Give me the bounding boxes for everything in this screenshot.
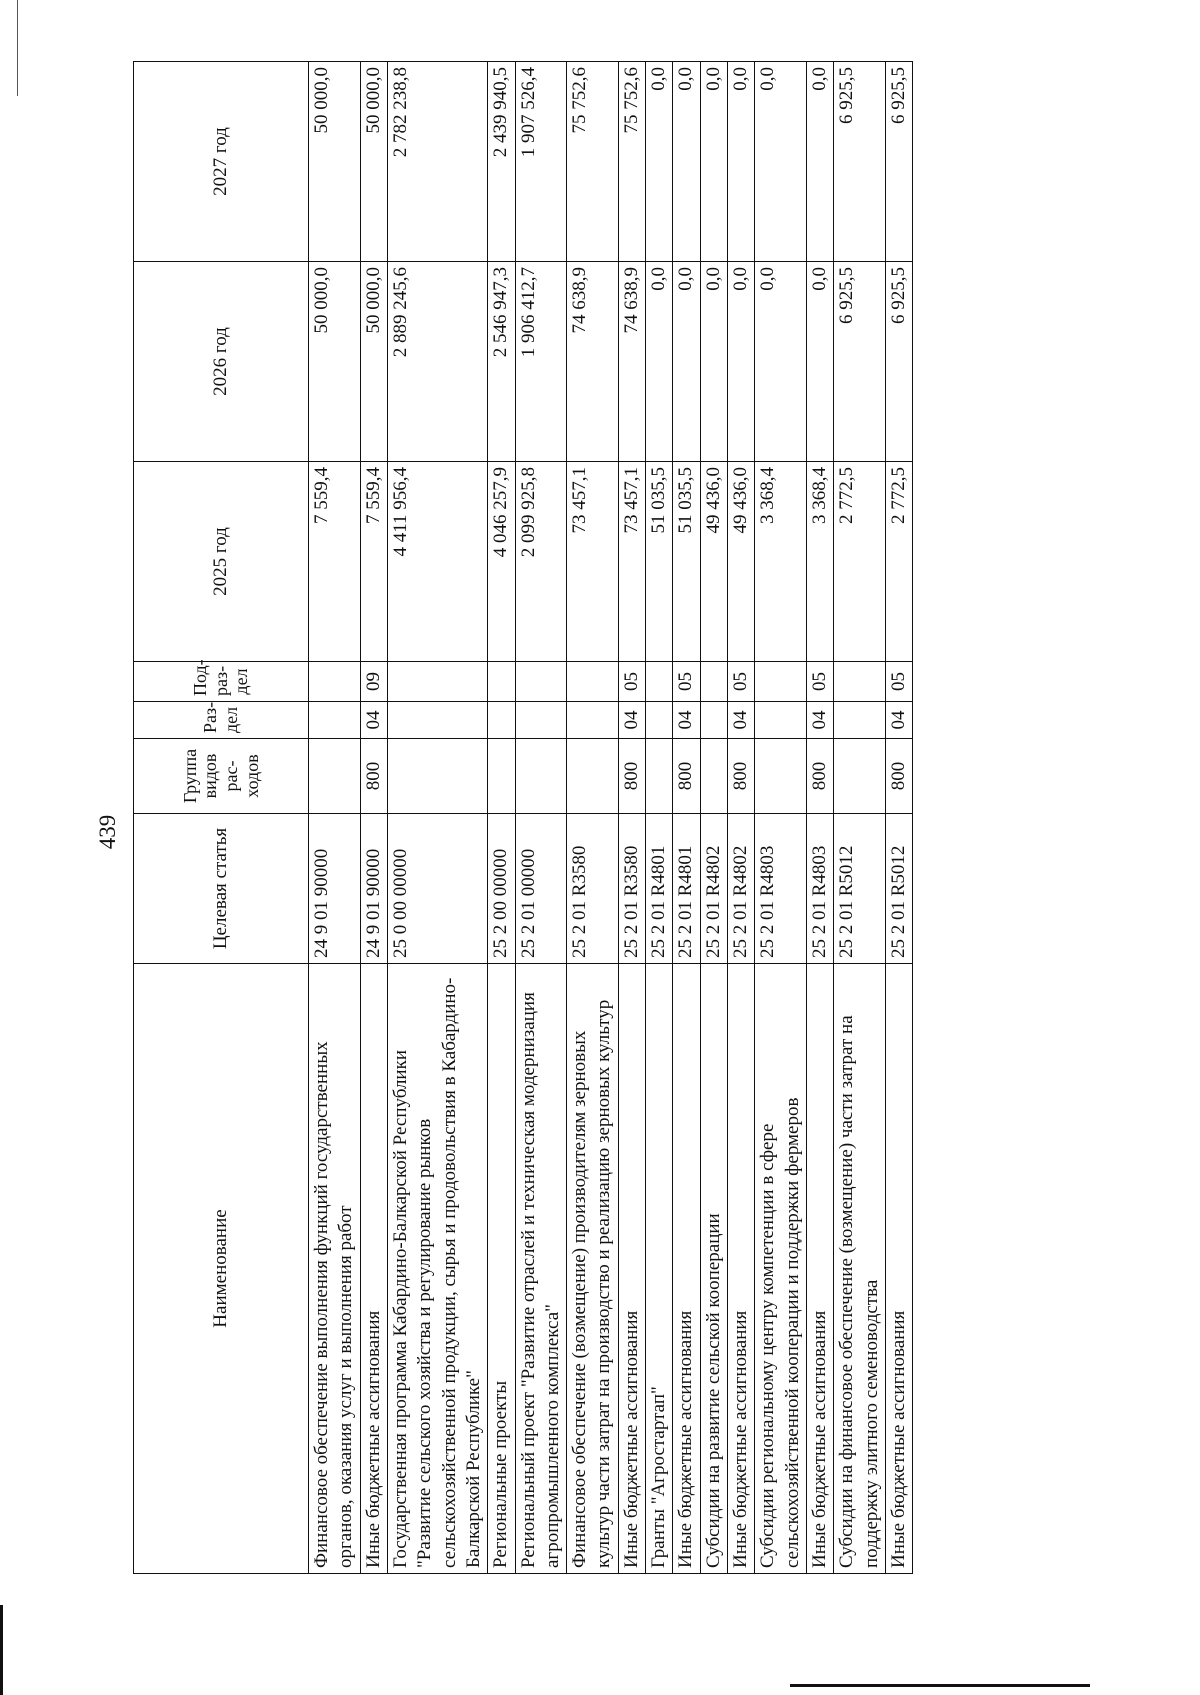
page-number xyxy=(95,802,121,862)
cell-group: 800 xyxy=(673,739,700,814)
cell-2026: 2 546 947,3 xyxy=(488,262,515,462)
cell-subsection xyxy=(488,662,515,702)
cell-2027: 0,0 xyxy=(728,62,755,262)
cell-code: 25 2 01 R5012 xyxy=(885,814,912,964)
cell-2027: 0,0 xyxy=(646,62,673,262)
cell-section xyxy=(515,702,567,739)
header-group: Группа видов рас- ходов xyxy=(134,739,309,814)
cell-2027: 0,0 xyxy=(673,62,700,262)
cell-code: 25 2 01 R5012 xyxy=(834,814,886,964)
cell-name: Иные бюджетные ассигнования xyxy=(618,964,645,1574)
cell-2027: 75 752,6 xyxy=(567,62,619,262)
cell-section xyxy=(488,702,515,739)
cell-section xyxy=(567,702,619,739)
cell-2026: 74 638,9 xyxy=(567,262,619,462)
cell-group: 800 xyxy=(360,739,387,814)
table-row xyxy=(646,62,673,1574)
cell-2027: 0,0 xyxy=(755,62,807,262)
header-2027: 2027 год xyxy=(134,62,309,262)
cell-code: 25 2 01 00000 xyxy=(515,814,567,964)
cell-subsection xyxy=(387,662,487,702)
cell-2025: 2 772,5 xyxy=(834,462,886,662)
table-row xyxy=(387,62,487,1574)
table-row xyxy=(567,62,619,1574)
cell-name: Иные бюджетные ассигнования xyxy=(728,964,755,1574)
cell-subsection xyxy=(834,662,886,702)
cell-2026: 0,0 xyxy=(728,262,755,462)
cell-subsection xyxy=(567,662,619,702)
header-2026: 2026 год xyxy=(134,262,309,462)
cell-2027: 0,0 xyxy=(806,62,833,262)
cell-2025: 3 368,4 xyxy=(755,462,807,662)
table-row xyxy=(700,62,727,1574)
table-row xyxy=(755,62,807,1574)
cell-code: 24 9 01 90000 xyxy=(309,814,361,964)
cell-subsection xyxy=(700,662,727,702)
cell-2025: 2 099 925,8 xyxy=(515,462,567,662)
cell-section xyxy=(755,702,807,739)
cell-2025: 73 457,1 xyxy=(618,462,645,662)
cell-code: 25 2 00 00000 xyxy=(488,814,515,964)
cell-section xyxy=(646,702,673,739)
cell-subsection xyxy=(755,662,807,702)
cell-code: 25 0 00 00000 xyxy=(387,814,487,964)
cell-group: 800 xyxy=(806,739,833,814)
cell-2025: 73 457,1 xyxy=(567,462,619,662)
table-row xyxy=(488,62,515,1574)
table-row xyxy=(618,62,645,1574)
cell-subsection: 05 xyxy=(618,662,645,702)
table-row xyxy=(885,62,912,1574)
cell-2027: 2 782 238,8 xyxy=(387,62,487,262)
cell-2027: 6 925,5 xyxy=(834,62,886,262)
cell-2026: 6 925,5 xyxy=(834,262,886,462)
cell-2027: 50 000,0 xyxy=(360,62,387,262)
cell-section xyxy=(700,702,727,739)
cell-2025: 51 035,5 xyxy=(673,462,700,662)
cell-code: 25 2 01 R3580 xyxy=(567,814,619,964)
cell-name: Финансовое обеспечение выполнения функций государственных органов, оказания услуг и выполнения работ xyxy=(309,964,361,1574)
cell-group: 800 xyxy=(728,739,755,814)
cell-subsection xyxy=(646,662,673,702)
cell-2027: 75 752,6 xyxy=(618,62,645,262)
cell-2025: 49 436,0 xyxy=(700,462,727,662)
cell-code: 25 2 01 R4803 xyxy=(755,814,807,964)
cell-group xyxy=(646,739,673,814)
cell-name: Региональные проекты xyxy=(488,964,515,1574)
header-name: Наименование xyxy=(134,964,309,1574)
budget-table xyxy=(133,61,913,1574)
cell-2026: 0,0 xyxy=(700,262,727,462)
cell-group xyxy=(834,739,886,814)
cell-name: Гранты "Агростартап" xyxy=(646,964,673,1574)
cell-2027: 1 907 526,4 xyxy=(515,62,567,262)
scan-bottom-line xyxy=(790,1684,1090,1687)
cell-subsection xyxy=(309,662,361,702)
header-code: Целевая статья xyxy=(134,814,309,964)
cell-2025: 7 559,4 xyxy=(309,462,361,662)
budget-table-frame xyxy=(133,62,1093,1574)
cell-2025: 7 559,4 xyxy=(360,462,387,662)
cell-group xyxy=(700,739,727,814)
cell-group: 800 xyxy=(618,739,645,814)
cell-name: Государственная программа Кабардино-Балкарской Республики "Развитие сельского хозяйства и регулирование рынков сельскохозяйственной продукции, сырья и продовольствия в Кабардино-Балкарской Республике" xyxy=(387,964,487,1574)
table-row xyxy=(673,62,700,1574)
cell-section: 04 xyxy=(806,702,833,739)
cell-section xyxy=(834,702,886,739)
cell-group xyxy=(488,739,515,814)
cell-name: Субсидии на развитие сельской кооперации xyxy=(700,964,727,1574)
page-number-text: 439 xyxy=(95,814,120,850)
cell-section: 04 xyxy=(360,702,387,739)
table-header-row xyxy=(134,62,309,1574)
table-row xyxy=(309,62,361,1574)
cell-2027: 50 000,0 xyxy=(309,62,361,262)
cell-2026: 0,0 xyxy=(806,262,833,462)
table-row xyxy=(728,62,755,1574)
table-row xyxy=(360,62,387,1574)
header-2025: 2025 год xyxy=(134,462,309,662)
cell-group xyxy=(515,739,567,814)
cell-2026: 0,0 xyxy=(673,262,700,462)
table-row xyxy=(834,62,886,1574)
cell-code: 25 2 01 R4803 xyxy=(806,814,833,964)
cell-subsection xyxy=(515,662,567,702)
cell-2026: 50 000,0 xyxy=(309,262,361,462)
cell-2026: 6 925,5 xyxy=(885,262,912,462)
cell-subsection: 05 xyxy=(728,662,755,702)
cell-subsection: 05 xyxy=(885,662,912,702)
cell-subsection: 05 xyxy=(673,662,700,702)
header-section: Раз- дел xyxy=(134,702,309,739)
table-row xyxy=(806,62,833,1574)
cell-name: Иные бюджетные ассигнования xyxy=(673,964,700,1574)
cell-2027: 6 925,5 xyxy=(885,62,912,262)
cell-section: 04 xyxy=(673,702,700,739)
cell-2025: 51 035,5 xyxy=(646,462,673,662)
cell-2026: 0,0 xyxy=(755,262,807,462)
cell-2026: 0,0 xyxy=(646,262,673,462)
cell-group xyxy=(309,739,361,814)
cell-code: 24 9 01 90000 xyxy=(360,814,387,964)
cell-subsection: 05 xyxy=(806,662,833,702)
cell-name: Субсидии региональному центру компетенции в сфере сельскохозяйственной кооперации и поддержки фермеров xyxy=(755,964,807,1574)
cell-group xyxy=(567,739,619,814)
table-row xyxy=(515,62,567,1574)
cell-subsection: 09 xyxy=(360,662,387,702)
cell-section xyxy=(387,702,487,739)
cell-code: 25 2 01 R4802 xyxy=(700,814,727,964)
cell-name: Финансовое обеспечение (возмещение) производителям зерновых культур части затрат на производство и реализацию зерновых культур xyxy=(567,964,619,1574)
cell-2026: 1 906 412,7 xyxy=(515,262,567,462)
cell-2025: 2 772,5 xyxy=(885,462,912,662)
cell-section xyxy=(309,702,361,739)
cell-code: 25 2 01 R4802 xyxy=(728,814,755,964)
cell-2026: 2 889 245,6 xyxy=(387,262,487,462)
cell-2025: 49 436,0 xyxy=(728,462,755,662)
cell-2025: 4 046 257,9 xyxy=(488,462,515,662)
cell-name: Субсидии на финансовое обеспечение (возмещение) части затрат на поддержку элитного семеноводства xyxy=(834,964,886,1574)
cell-group xyxy=(387,739,487,814)
cell-2025: 4 411 956,4 xyxy=(387,462,487,662)
cell-2027: 2 439 940,5 xyxy=(488,62,515,262)
cell-group xyxy=(755,739,807,814)
cell-code: 25 2 01 R3580 xyxy=(618,814,645,964)
cell-2025: 3 368,4 xyxy=(806,462,833,662)
cell-section: 04 xyxy=(618,702,645,739)
cell-name: Региональный проект "Развитие отраслей и техническая модернизация агропромышленного комплекса" xyxy=(515,964,567,1574)
cell-code: 25 2 01 R4801 xyxy=(673,814,700,964)
cell-2026: 74 638,9 xyxy=(618,262,645,462)
table-body xyxy=(309,62,913,1574)
cell-section: 04 xyxy=(728,702,755,739)
scan-top-tick xyxy=(17,0,18,96)
cell-name: Иные бюджетные ассигнования xyxy=(806,964,833,1574)
scan-margin-line xyxy=(0,1605,13,1695)
cell-group: 800 xyxy=(885,739,912,814)
cell-section: 04 xyxy=(885,702,912,739)
cell-2026: 50 000,0 xyxy=(360,262,387,462)
header-subsection: Под- раз- дел xyxy=(134,662,309,702)
cell-name: Иные бюджетные ассигнования xyxy=(885,964,912,1574)
cell-2027: 0,0 xyxy=(700,62,727,262)
cell-code: 25 2 01 R4801 xyxy=(646,814,673,964)
cell-name: Иные бюджетные ассигнования xyxy=(360,964,387,1574)
